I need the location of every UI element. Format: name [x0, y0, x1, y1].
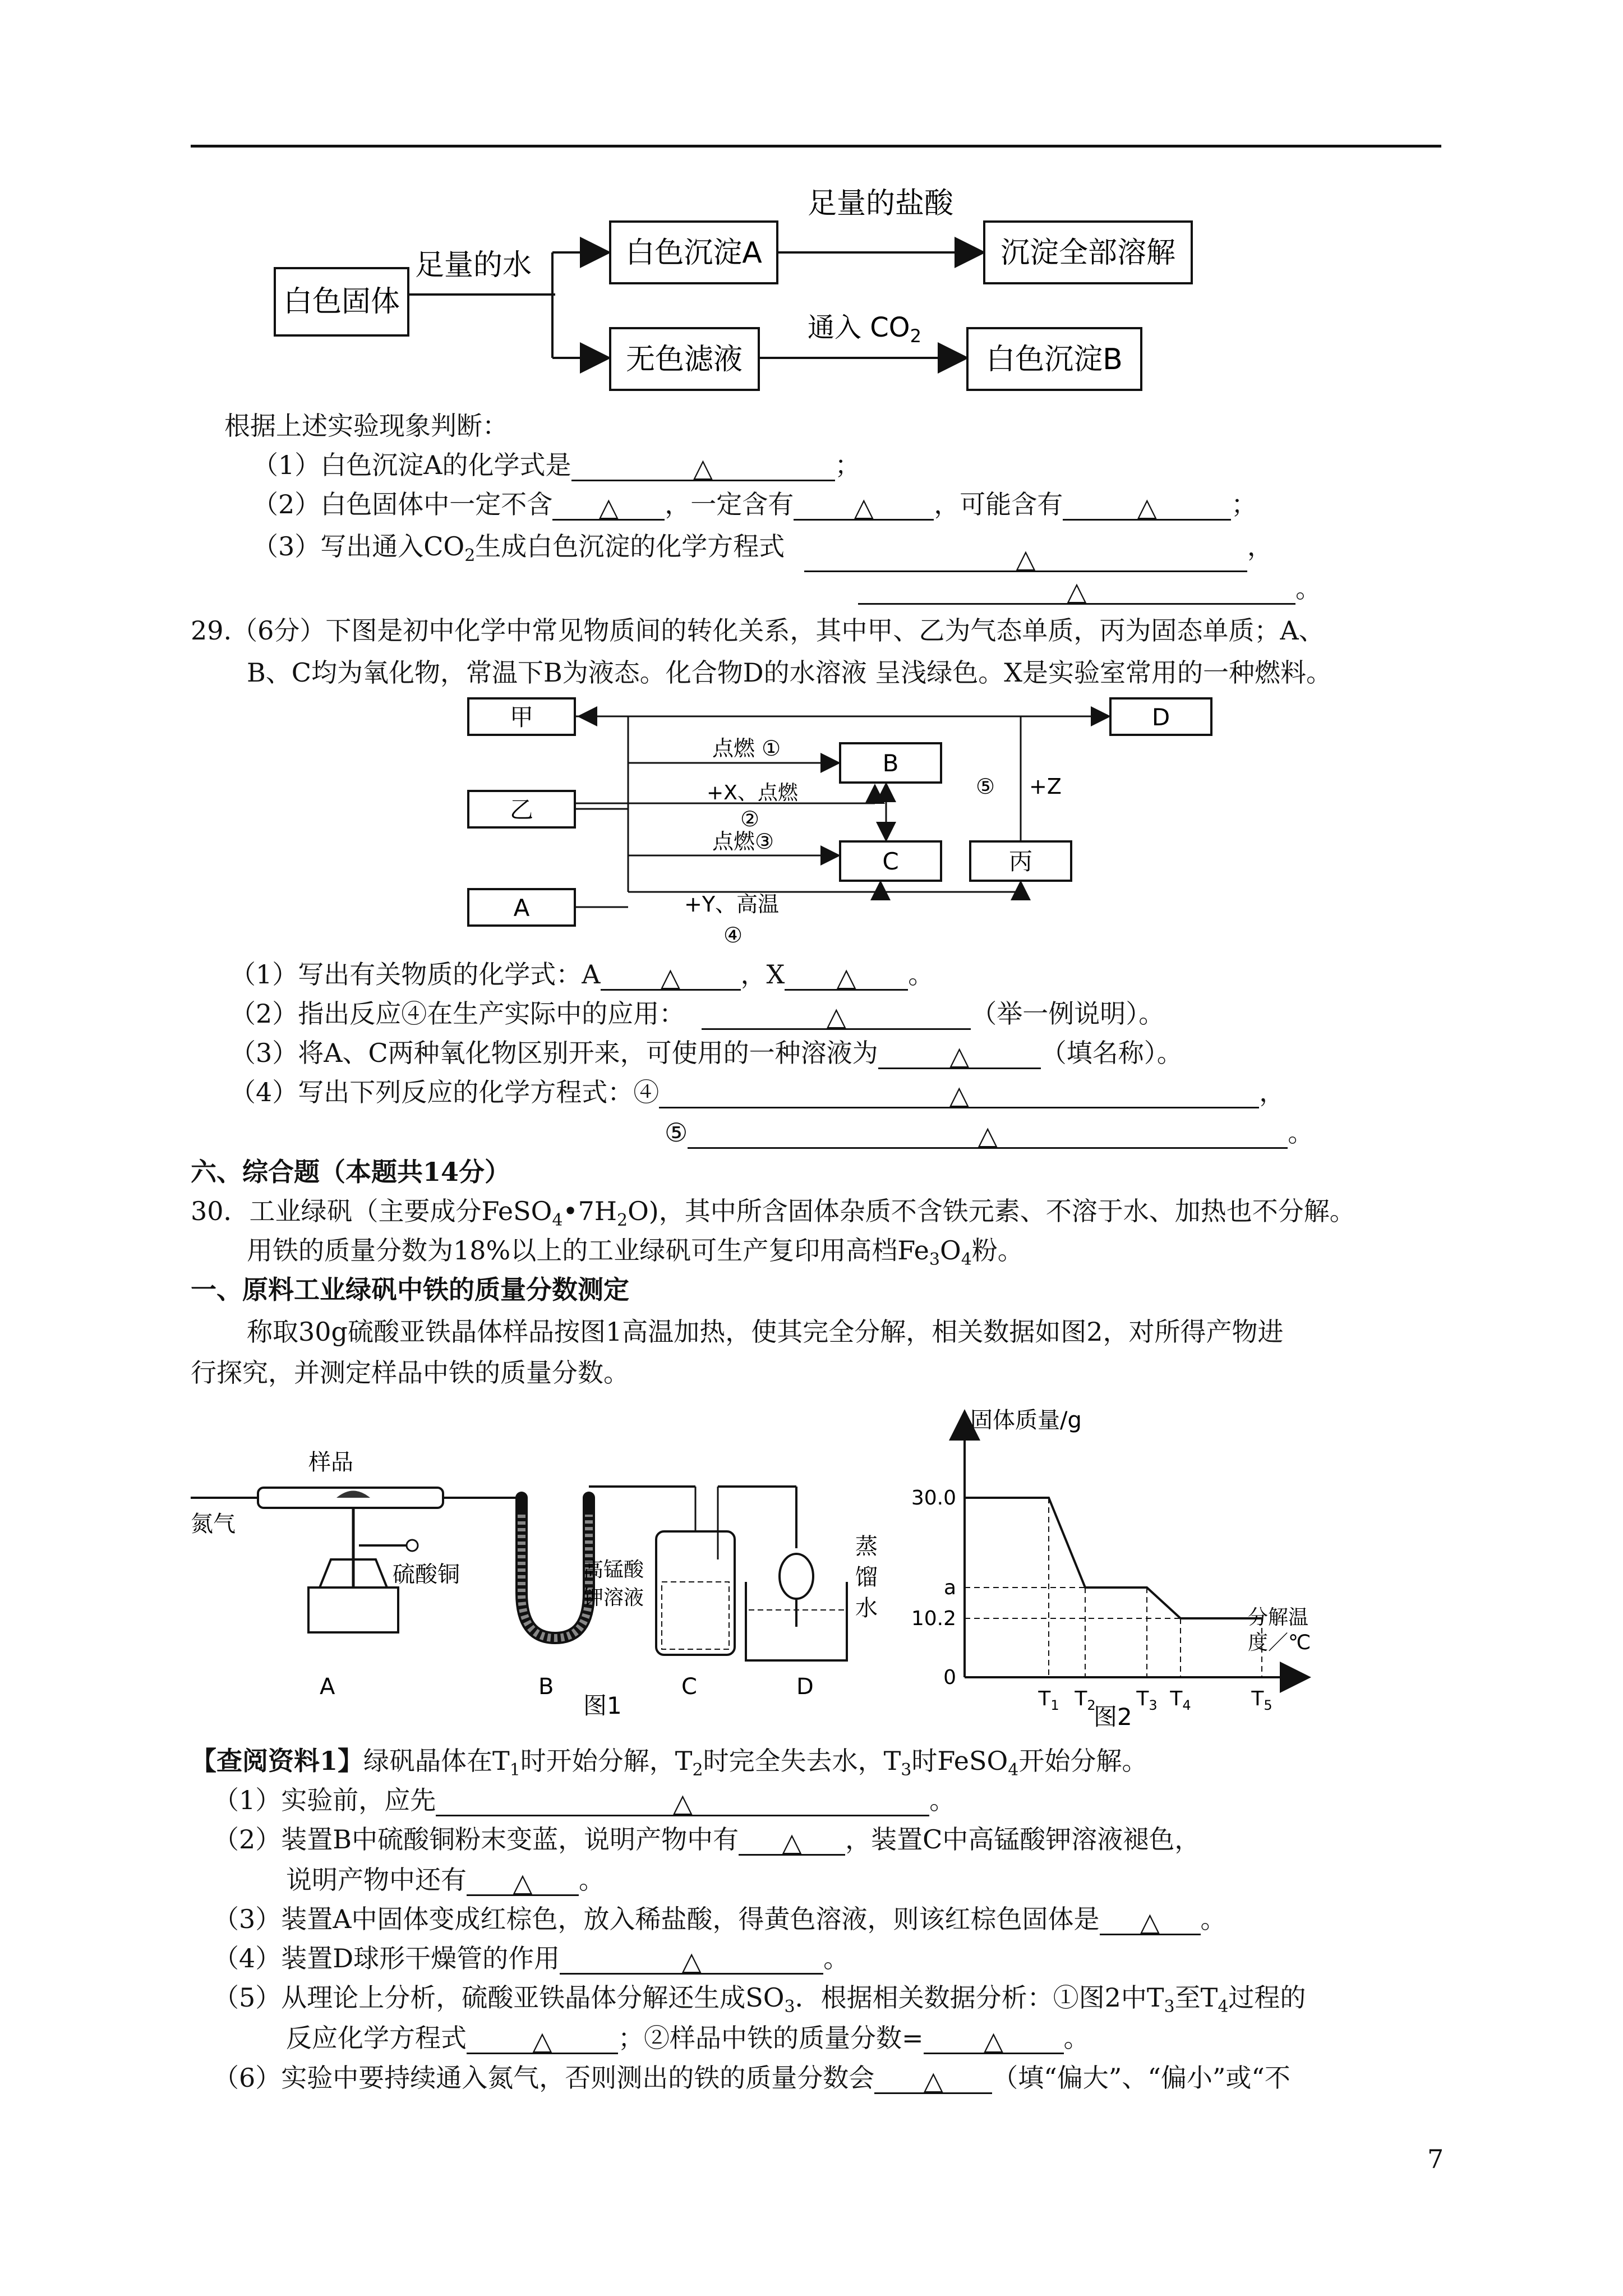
label-filtrate: 无色滤液 — [625, 343, 743, 376]
blank[interactable]: △ — [560, 1945, 823, 1975]
q29-p2: （2）指出反应④在生产实际中的应用： △ （举一例说明）。 — [230, 999, 1165, 1032]
x-tick-label: $T_2$ — [1075, 1687, 1096, 1713]
svg-text:+Y、高温: +Y、高温 — [684, 892, 780, 917]
svg-text:甲: 甲 — [509, 703, 534, 731]
blank[interactable]: △ — [878, 1039, 1041, 1069]
y-tick-label: a — [943, 1576, 956, 1599]
svg-text:硫酸铜: 硫酸铜 — [393, 1562, 460, 1588]
blank[interactable]: △ — [858, 575, 1295, 605]
section-6-heading: 六、综合题（本题共14分） — [191, 1157, 511, 1187]
blank[interactable]: △ — [1063, 491, 1231, 521]
q28-p3-line2: △ 。 — [858, 572, 1321, 605]
q30-line4: 行探究，并测定样品中铁的质量分数。 — [191, 1358, 629, 1388]
q30-p5: （5）从理论上分析，硫酸亚铁晶体分解还生成$SO_3$．根据相关数据分析：①图2中$T_3$至$T_4$过程的 — [213, 1982, 1306, 2017]
header-rule — [191, 145, 1441, 148]
y-tick-label: 30.0 — [911, 1487, 956, 1510]
svg-text:A: A — [320, 1674, 335, 1700]
label-co2: 通入 $CO_2$ — [808, 312, 921, 347]
bottle-C — [656, 1531, 735, 1655]
y-tick-label: 0 — [943, 1666, 956, 1689]
svg-text:D: D — [796, 1674, 814, 1700]
q30-line3: 称取30g硫酸亚铁晶体样品按图1高温加热，使其完全分解，相关数据如图2，对所得产物进 — [247, 1317, 1284, 1347]
q28-intro: 根据上述实验现象判断： — [224, 411, 508, 441]
svg-text:馏: 馏 — [855, 1565, 878, 1590]
blank[interactable]: △ — [794, 491, 934, 521]
blank[interactable]: △ — [436, 1787, 929, 1816]
blank[interactable]: △ — [785, 961, 908, 991]
svg-text:B: B — [882, 749, 899, 777]
q29-line2: B、C均为氧化物，常温下B为液态。化合物D的水溶液 呈浅绿色。X是实验室常用的一种燃料。 — [247, 657, 1332, 688]
q28-p2: （2）白色固体中一定不含 △ ，一定含有 △ ，可能含有 △ ； — [252, 489, 1257, 522]
q29-line1: 29.（6分）下图是初中化学中常见物质间的转化关系，其中甲、乙为气态单质，丙为固态单质；A、 — [191, 615, 1325, 646]
mass-line — [965, 1498, 1262, 1618]
svg-text:点燃 ①: 点燃 ① — [712, 736, 781, 761]
q30-p1: （1）实验前，应先 △ 。 — [213, 1785, 956, 1818]
q29-p5: ⑤ △ 。 — [665, 1117, 1314, 1151]
blank[interactable]: △ — [552, 491, 665, 521]
blank[interactable]: △ — [601, 961, 741, 991]
svg-text:高锰酸: 高锰酸 — [583, 1558, 644, 1581]
x-tick-label: $T_1$ — [1038, 1687, 1059, 1713]
svg-text:样品: 样品 — [308, 1450, 353, 1475]
blank[interactable]: △ — [924, 2024, 1064, 2054]
q29-diagram — [460, 687, 1234, 956]
q30-p5-line2: 反应化学方程式 △ ；②样品中铁的质量分数= △ 。 — [286, 2023, 1090, 2056]
figure-2-chart — [911, 1402, 1352, 1731]
label-white-solid: 白色固体 — [283, 285, 400, 319]
q28-p3: （3）写出通入$CO_2$生成白色沉淀的化学方程式 △ ， — [252, 531, 1273, 574]
label-ppt-a: 白色沉淀A — [625, 236, 762, 270]
flow-diagram-1 — [264, 168, 1217, 404]
q30-p6: （6）实验中要持续通入氮气，否则测出的铁的质量分数会 △ （填“偏大”、“偏小”或“不 — [213, 2063, 1290, 2096]
q30-line1: 30．工业绿矾（主要成分$FeSO_4•7H_2O$)，其中所含固体杂质不含铁元素、不溶于水、加热也不分解。 — [191, 1196, 1355, 1231]
q30-p4: （4）装置D球形干燥管的作用 △ 。 — [213, 1943, 850, 1976]
x-tick-label: $T_3$ — [1136, 1687, 1158, 1713]
q29-p4: （4）写出下列反应的化学方程式：④ △ ， — [230, 1077, 1285, 1110]
blank[interactable]: △ — [702, 1000, 971, 1030]
svg-text:D: D — [1151, 703, 1170, 731]
x-axis-label-2: 度／℃ — [1248, 1631, 1311, 1654]
label-dissolve: 沉淀全部溶解 — [1000, 236, 1176, 270]
y-axis-label: 固体质量/g — [970, 1407, 1082, 1433]
blank[interactable]: △ — [467, 2024, 618, 2054]
svg-text:乙: 乙 — [509, 796, 534, 823]
svg-text:②: ② — [740, 807, 760, 831]
svg-text:④: ④ — [723, 923, 743, 947]
blank[interactable]: △ — [804, 542, 1247, 572]
ref-line: 【查阅资料1】绿矾晶体在$T_1$时开始分解，$T_2$时完全失去水，$T_3$时FeSO$_4$开始分解。 — [191, 1746, 1148, 1780]
q28-p1: （1）白色沉淀A的化学式是 △ ； — [252, 450, 861, 483]
blank[interactable]: △ — [874, 2064, 992, 2094]
svg-text:点燃③: 点燃③ — [712, 829, 774, 854]
svg-text:氮气: 氮气 — [191, 1511, 236, 1537]
x-tick-label: $T_4$ — [1170, 1687, 1191, 1713]
y-tick-label: 10.2 — [911, 1607, 956, 1630]
svg-text:蒸: 蒸 — [855, 1534, 878, 1559]
blank[interactable]: △ — [659, 1079, 1259, 1108]
svg-text:水: 水 — [855, 1595, 878, 1621]
label-ppt-b: 白色沉淀B — [986, 343, 1123, 376]
q30-subheading: 一、原料工业绿矾中铁的质量分数测定 — [191, 1274, 629, 1305]
svg-text:+X、点燃: +X、点燃 — [707, 781, 798, 804]
svg-text:丙: 丙 — [1008, 848, 1033, 875]
q30-p2: （2）装置B中硫酸铜粉末变蓝，说明产物中有 △ ，装置C中高锰酸钾溶液褪色， — [213, 1824, 1201, 1857]
svg-text:A: A — [513, 894, 530, 922]
q30-p2-line2: 说明产物中还有 △ 。 — [286, 1865, 605, 1898]
q29-p1: （1）写出有关物质的化学式：A △ ，X △ 。 — [230, 959, 934, 992]
q29-p3: （3）将A、C两种氧化物区别开来，可使用的一种溶液为 △ （填名称）。 — [230, 1038, 1183, 1071]
x-axis-label-1: 分解温 — [1248, 1606, 1309, 1629]
blank[interactable]: △ — [467, 1866, 579, 1896]
svg-text:+Z: +Z — [1029, 774, 1062, 799]
figure-1-apparatus — [191, 1447, 914, 1717]
blank[interactable]: △ — [571, 452, 835, 481]
svg-text:钾溶液: 钾溶液 — [583, 1586, 644, 1609]
blank[interactable]: △ — [688, 1119, 1288, 1149]
svg-text:B: B — [538, 1674, 554, 1700]
svg-text:图1: 图1 — [583, 1692, 622, 1719]
page-number: 7 — [1427, 2144, 1444, 2174]
x-tick-label: $T_5$ — [1251, 1687, 1272, 1713]
svg-text:C: C — [681, 1674, 697, 1700]
blank[interactable]: △ — [1100, 1906, 1201, 1935]
q30-p3: （3）装置A中固体变成红棕色，放入稀盐酸，得黄色溶液，则该红棕色固体是 △ 。 — [213, 1904, 1227, 1937]
label-water: 足量的水 — [415, 249, 532, 282]
q30-line2: 用铁的质量分数为18%以上的工业绿矾可生产复印用高档$Fe_3O_4$粉。 — [247, 1235, 1023, 1270]
svg-text:⑤: ⑤ — [976, 774, 995, 799]
chart-caption: 图2 — [1094, 1703, 1132, 1731]
blank[interactable]: △ — [739, 1826, 845, 1856]
svg-text:C: C — [882, 848, 899, 875]
label-hcl: 足量的盐酸 — [808, 187, 954, 220]
